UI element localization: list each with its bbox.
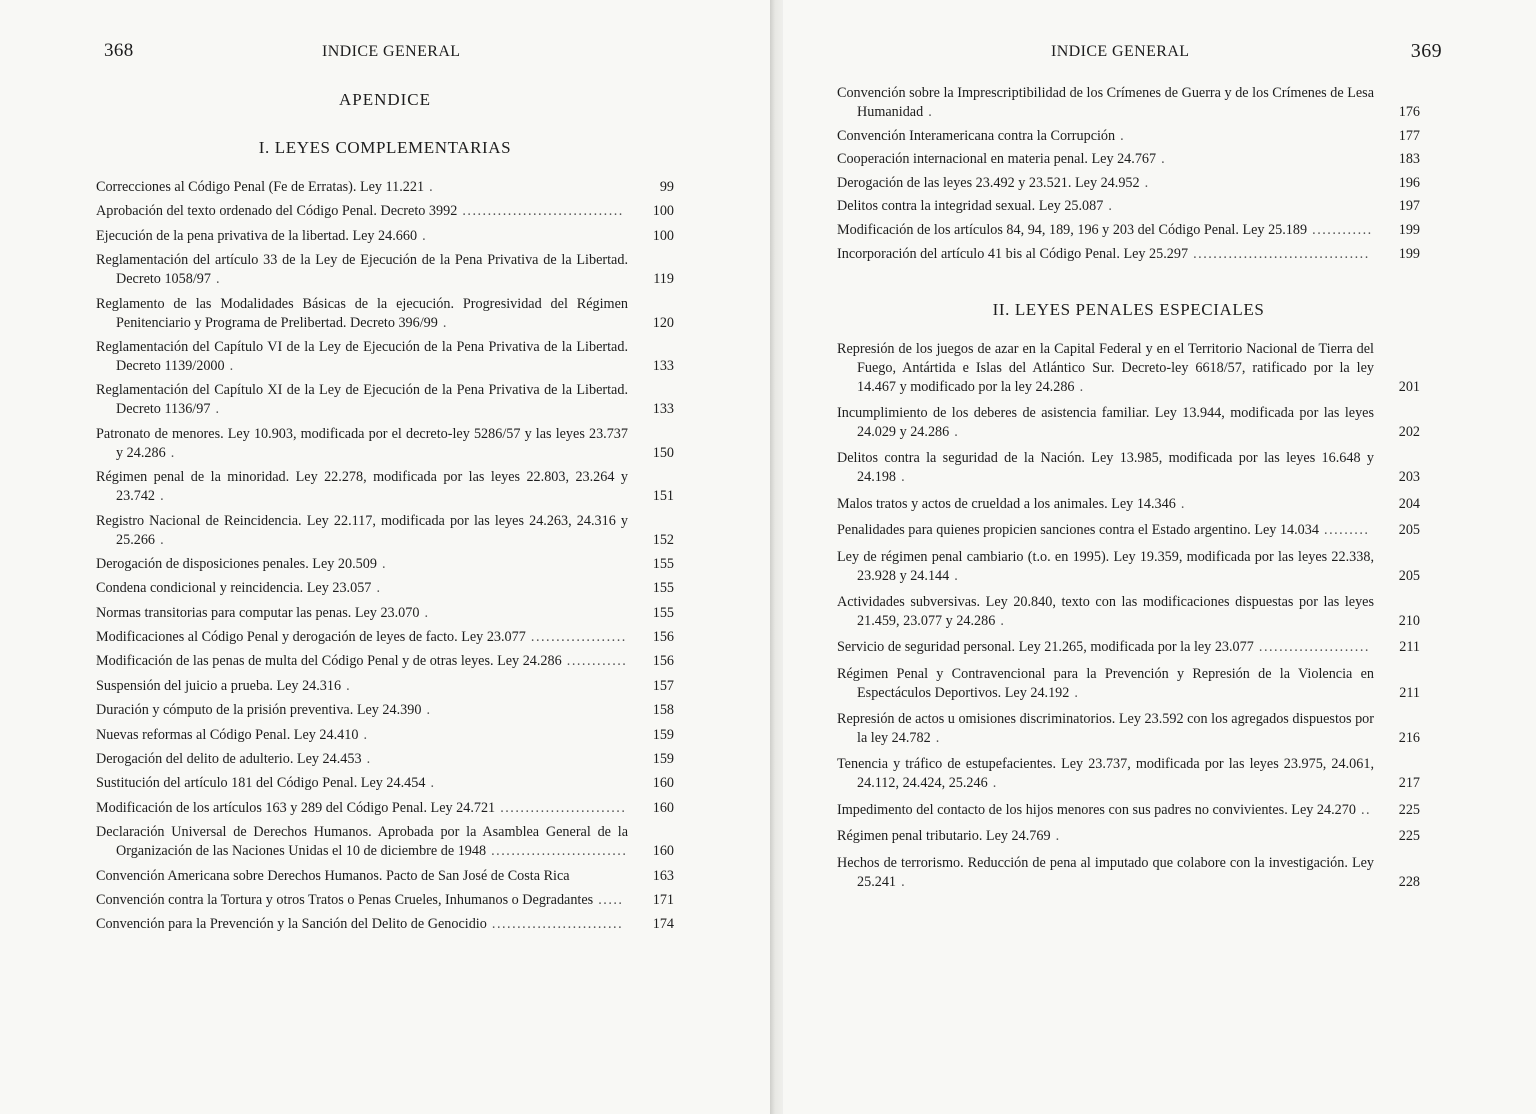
toc-entry — [96, 726, 674, 745]
dot-leader: . — [949, 423, 960, 440]
toc-entry-page: 211 — [1399, 684, 1420, 701]
toc-entry-title: Sustitución del artículo 181 del Código Penal. Ley 24.454 — [96, 775, 426, 792]
dot-leader: . — [421, 702, 432, 719]
toc-entry — [96, 628, 674, 647]
book-gutter — [770, 0, 783, 1114]
toc-entry — [96, 652, 674, 671]
toc-entry — [96, 915, 674, 934]
toc-entry-title: Condena condicional y reincidencia. Ley 23.057 — [96, 580, 372, 597]
toc-entry-page: 197 — [1398, 198, 1420, 215]
dot-leader: ...................... — [1253, 639, 1370, 656]
toc-entry-page: 202 — [1398, 423, 1420, 440]
toc-entry-title: Convención Americana sobre Derechos Humanos. Pacto de San José de Costa Rica — [96, 867, 570, 884]
toc-entry-page: 217 — [1398, 775, 1420, 792]
toc-entry — [837, 84, 1420, 122]
toc-entry-title: Derogación de las leyes 23.492 y 23.521. Ley 24.952 — [837, 174, 1140, 191]
toc-entry — [96, 555, 674, 574]
dot-leader: . — [1050, 828, 1061, 845]
running-header-left — [96, 40, 674, 70]
toc-entry-page: 171 — [652, 891, 674, 908]
toc-list-left — [96, 178, 674, 934]
toc-entry-title: Actividades subversivas. Ley 20.840, texto con las modificaciones dispuestas por las leyes 21.459, 23.077 y 24.286 — [837, 593, 1374, 629]
dot-leader: . — [425, 775, 436, 792]
dot-leader: . — [210, 401, 221, 418]
toc-entry-title: Represión de actos u omisiones discriminatorios. Ley 23.592 con los agregados dispuestos por la ley 24.782 — [837, 711, 1374, 747]
dot-leader: ................................ — [457, 203, 624, 220]
toc-entry-page: 157 — [652, 677, 674, 694]
dot-leader: ................... — [525, 629, 627, 646]
running-head-title-right: INDICE GENERAL — [1051, 43, 1190, 60]
dot-leader: ........................... — [486, 843, 628, 860]
toc-entry — [96, 425, 674, 463]
section-heading-ii: II. LEYES PENALES ESPECIALES — [992, 299, 1265, 319]
toc-entry-page: 133 — [652, 401, 674, 418]
toc-entry — [837, 150, 1420, 169]
toc-entry-page: 151 — [652, 488, 674, 505]
toc-entry — [837, 449, 1420, 487]
dot-leader: . — [1156, 151, 1167, 168]
running-head-title-left: INDICE GENERAL — [322, 43, 461, 60]
toc-entry — [96, 867, 674, 886]
toc-entry-title: Derogación del delito de adulterio. Ley 24.453 — [96, 751, 362, 768]
dot-leader: . — [361, 751, 372, 768]
dot-leader: ................................... — [1188, 245, 1370, 262]
toc-entry-title: Reglamentación del Capítulo VI de la Ley de Ejecución de la Pena Privativa de la Libertad. Decreto 1139/2000 — [96, 338, 628, 374]
running-header-right — [837, 40, 1442, 70]
toc-entry — [837, 665, 1420, 703]
toc-entry-title: Registro Nacional de Reincidencia. Ley 22.117, modificada por las leyes 24.263, 24.316 y 25.266 — [96, 512, 628, 548]
toc-list-right — [837, 84, 1420, 264]
dot-leader: . — [341, 677, 352, 694]
dot-leader: . — [424, 179, 435, 195]
toc-entry — [837, 827, 1420, 846]
toc-entry-title: Reglamento de las Modalidades Básicas de la ejecución. Progresividad del Régimen Penitenciario y Programa de Prelibertad. Decreto 396/99 — [96, 295, 628, 331]
toc-entry-page: 99 — [659, 179, 674, 195]
toc-entry-title: Régimen Penal y Contravencional para la Prevención y Represión de la Violencia en Espectáculos Deportivos. Ley 24.192 — [837, 665, 1374, 701]
toc-entry — [837, 127, 1420, 146]
toc-entry-page: 216 — [1398, 730, 1420, 747]
toc-entry — [837, 854, 1420, 892]
dot-leader: .. — [1355, 801, 1372, 818]
toc-entry-title: Represión de los juegos de azar en la Capital Federal y en el Territorio Nacional de Tierra del Fuego, Antártida e Islas del Atlántico Sur. Decreto-ley 6618/57, ratificado por la ley 14.467 y modificado por la ley 24.286 — [837, 340, 1374, 395]
dot-leader: . — [165, 444, 176, 461]
toc-entry-title: Normas transitorias para computar las penas. Ley 23.070 — [96, 604, 420, 621]
toc-entry-title: Aprobación del texto ordenado del Código Penal. Decreto 3992 — [96, 203, 458, 220]
toc-entry-page: 160 — [652, 799, 674, 816]
toc-entry-page: 159 — [652, 751, 674, 768]
toc-entry — [837, 495, 1420, 514]
page-number-left: 368 — [104, 40, 134, 61]
dot-leader: . — [987, 775, 998, 792]
dot-leader: . — [417, 227, 428, 244]
dot-leader: . — [1115, 127, 1126, 144]
appendix-heading: APENDICE — [338, 90, 432, 109]
toc-entry-page: 174 — [652, 916, 674, 933]
toc-entry — [96, 468, 674, 506]
toc-entry-page: 199 — [1398, 245, 1420, 262]
toc-entry-title: Nuevas reformas al Código Penal. Ley 24.410 — [96, 726, 359, 743]
toc-entry-title: Convención contra la Tortura y otros Tratos o Penas Crueles, Inhumanos o Degradantes — [96, 891, 594, 908]
toc-entry — [96, 774, 674, 793]
dot-leader: . — [1074, 378, 1085, 395]
toc-entry — [96, 891, 674, 910]
toc-entry-page: 155 — [652, 580, 674, 597]
toc-entry — [96, 604, 674, 623]
dot-leader: . — [437, 314, 448, 331]
toc-entry-page: 205 — [1398, 567, 1420, 584]
toc-entry — [96, 202, 674, 221]
dot-leader: . — [923, 104, 934, 120]
dot-leader: . — [224, 357, 235, 374]
toc-entry — [96, 227, 674, 246]
toc-entry — [96, 295, 674, 333]
toc-entry-title: Patronato de menores. Ley 10.903, modificada por el decreto-ley 5286/57 y las leyes 23.737 y 24.286 — [96, 425, 628, 461]
toc-entry — [837, 755, 1420, 793]
section-heading-i: I. LEYES COMPLEMENTARIAS — [258, 138, 512, 157]
toc-entry-page: 150 — [652, 444, 674, 461]
toc-entry — [96, 251, 674, 289]
toc-entry-title: Penalidades para quienes propicien sanciones contra el Estado argentino. Ley 14.034 — [837, 522, 1319, 539]
dot-leader: . — [930, 730, 941, 747]
toc-entry — [96, 338, 674, 376]
toc-entry — [837, 340, 1420, 397]
toc-entry-page: 156 — [652, 653, 674, 670]
toc-entry-page: 228 — [1398, 873, 1420, 890]
toc-entry-title: Duración y cómputo de la prisión preventiva. Ley 24.390 — [96, 702, 422, 719]
toc-entry-title: Modificación de los artículos 163 y 289 del Código Penal. Ley 24.721 — [96, 799, 496, 816]
dot-leader: . — [1103, 198, 1114, 215]
right-page — [783, 0, 1536, 1114]
toc-entry — [837, 710, 1420, 748]
toc-entry-page: 225 — [1398, 828, 1420, 845]
toc-entry-title: Ley de régimen penal cambiario (t.o. en 1995). Ley 19.359, modificada por las leyes 22.338, 23.928 y 24.144 — [837, 548, 1374, 584]
toc-entry — [96, 701, 674, 720]
toc-entry-page: 176 — [1398, 104, 1420, 120]
toc-entry-title: Ejecución de la pena privativa de la libertad. Ley 24.660 — [96, 227, 418, 244]
dot-leader: ............ — [1307, 221, 1373, 238]
toc-entry-title: Régimen penal tributario. Ley 24.769 — [837, 828, 1051, 845]
toc-entry — [837, 548, 1420, 586]
toc-entry — [96, 799, 674, 818]
toc-entry-page: 155 — [652, 555, 674, 572]
toc-entry-page: 196 — [1398, 174, 1420, 191]
toc-entry — [96, 823, 674, 861]
dot-leader: . — [419, 604, 430, 621]
toc-entry — [837, 245, 1420, 264]
toc-entry — [837, 521, 1420, 540]
toc-entry-page: 133 — [652, 357, 674, 374]
toc-entry-page: 199 — [1398, 221, 1420, 238]
dot-leader: . — [155, 488, 166, 505]
dot-leader: ..... — [593, 891, 624, 908]
dot-leader: ............ — [561, 653, 628, 670]
toc-entry-page: 152 — [652, 531, 674, 548]
toc-entry-page: 204 — [1398, 495, 1420, 512]
toc-entry-page: 203 — [1398, 469, 1420, 486]
toc-entry-title: Convención para la Prevención y la Sanción del Delito de Genocidio — [96, 916, 487, 933]
toc-entry-title: Servicio de seguridad personal. Ley 21.265, modificada por la ley 23.077 — [837, 639, 1254, 656]
toc-entry — [837, 404, 1420, 442]
toc-entry-title: Impedimento del contacto de los hijos menores con sus padres no convivientes. Ley 24.270 — [837, 801, 1356, 818]
toc-entry-page: 120 — [652, 314, 674, 331]
toc-entry-title: Reglamentación del artículo 33 de la Ley de Ejecución de la Pena Privativa de la Libertad. Decreto 1058/97 — [96, 252, 628, 288]
toc-entry-title: Correcciones al Código Penal (Fe de Erratas). Ley 11.221 — [96, 179, 425, 195]
toc-entry-title: Hechos de terrorismo. Reducción de pena al imputado que colabore con la investigación. Ley 25.241 — [837, 854, 1374, 890]
dot-leader: . — [949, 567, 960, 584]
toc-entry-page: 100 — [652, 227, 674, 244]
page-number-right: 369 — [1410, 40, 1442, 62]
toc-entry-title: Suspensión del juicio a prueba. Ley 24.316 — [96, 677, 342, 694]
toc-entry — [96, 178, 674, 197]
toc-list-section-ii — [837, 340, 1420, 892]
dot-leader: . — [371, 580, 382, 597]
toc-entry-page: 119 — [653, 271, 674, 288]
toc-entry-title: Incorporación del artículo 41 bis al Código Penal. Ley 25.297 — [837, 245, 1189, 262]
dot-leader: . — [1139, 174, 1150, 191]
toc-entry — [837, 197, 1420, 216]
dot-leader: . — [995, 612, 1006, 629]
dot-leader: . — [210, 271, 222, 288]
toc-entry-title: Incumplimiento de los deberes de asistencia familiar. Ley 13.944, modificada por las leyes 24.029 y 24.286 — [837, 404, 1374, 440]
toc-entry-page: 225 — [1398, 801, 1420, 818]
toc-entry-page: 183 — [1398, 151, 1420, 168]
toc-entry-title: Convención Interamericana contra la Corrupción — [837, 127, 1116, 144]
dot-leader: . — [1175, 495, 1186, 512]
toc-entry-title: Derogación de disposiciones penales. Ley 20.509 — [96, 555, 377, 572]
toc-entry-title: Reglamentación del Capítulo XI de la Ley de Ejecución de la Pena Privativa de la Libertad. Decreto 1136/97 — [96, 382, 628, 418]
dot-leader: . — [896, 469, 907, 486]
toc-entry-page: 205 — [1398, 522, 1420, 539]
dot-leader: .......................... — [486, 916, 624, 933]
toc-entry-page: 159 — [652, 726, 674, 743]
dot-leader: ......... — [1318, 522, 1370, 539]
toc-entry-title: Delitos contra la seguridad de la Nación. Ley 13.985, modificada por las leyes 16.648 y 24.198 — [837, 450, 1374, 486]
toc-entry-title: Delitos contra la integridad sexual. Ley 25.087 — [837, 198, 1104, 215]
toc-entry — [837, 801, 1420, 820]
toc-entry-page: 158 — [652, 702, 674, 719]
toc-entry — [837, 638, 1420, 657]
toc-entry-title: Modificación de las penas de multa del Código Penal y de otras leyes. Ley 24.286 — [96, 653, 562, 670]
toc-entry-page: 160 — [652, 775, 674, 792]
toc-entry-title: Declaración Universal de Derechos Humanos. Aprobada por la Asamblea General de la Organización de las Naciones Unidas el 10 de diciembre de 1948 — [96, 824, 628, 860]
toc-entry-title: Malos tratos y actos de crueldad a los animales. Ley 14.346 — [837, 495, 1176, 512]
toc-entry-page: 210 — [1398, 612, 1420, 629]
toc-entry-title: Convención sobre la Imprescriptibilidad de los Crímenes de Guerra y de los Crímenes de Lesa Humanidad — [837, 85, 1374, 120]
dot-leader: . — [376, 555, 388, 572]
toc-entry — [96, 579, 674, 598]
toc-entry-page: 163 — [652, 867, 674, 884]
toc-entry — [837, 174, 1420, 193]
toc-entry-title: Modificaciones al Código Penal y derogación de leyes de facto. Ley 23.077 — [96, 629, 526, 646]
toc-entry-page: 211 — [1399, 639, 1420, 656]
toc-entry-page: 155 — [652, 604, 674, 621]
toc-entry — [837, 221, 1420, 240]
toc-entry-title: Cooperación internacional en materia penal. Ley 24.767 — [837, 151, 1157, 168]
toc-entry-page: 100 — [652, 203, 674, 220]
dot-leader: . — [896, 873, 907, 890]
toc-entry — [96, 381, 674, 419]
toc-entry — [96, 512, 674, 550]
dot-leader: . — [1069, 684, 1080, 701]
toc-entry-page: 160 — [652, 843, 674, 860]
toc-entry-page: 177 — [1398, 127, 1420, 144]
toc-entry — [837, 593, 1420, 631]
toc-entry — [96, 750, 674, 769]
toc-entry-title: Régimen penal de la minoridad. Ley 22.278, modificada por las leyes 22.803, 23.264 y 23.742 — [96, 469, 628, 505]
toc-entry-title: Modificación de los artículos 84, 94, 189, 196 y 203 del Código Penal. Ley 25.189 — [837, 221, 1308, 238]
dot-leader: . — [155, 531, 166, 548]
toc-entry — [96, 677, 674, 696]
dot-leader: ......................... — [495, 799, 627, 816]
toc-entry-page: 156 — [652, 629, 674, 646]
dot-leader: . — [358, 726, 369, 743]
toc-entry-page: 201 — [1398, 378, 1420, 395]
toc-entry-title: Tenencia y tráfico de estupefacientes. Ley 23.737, modificada por las leyes 23.975, 24.061, 24.112, 24.424, 25.246 — [837, 756, 1374, 792]
